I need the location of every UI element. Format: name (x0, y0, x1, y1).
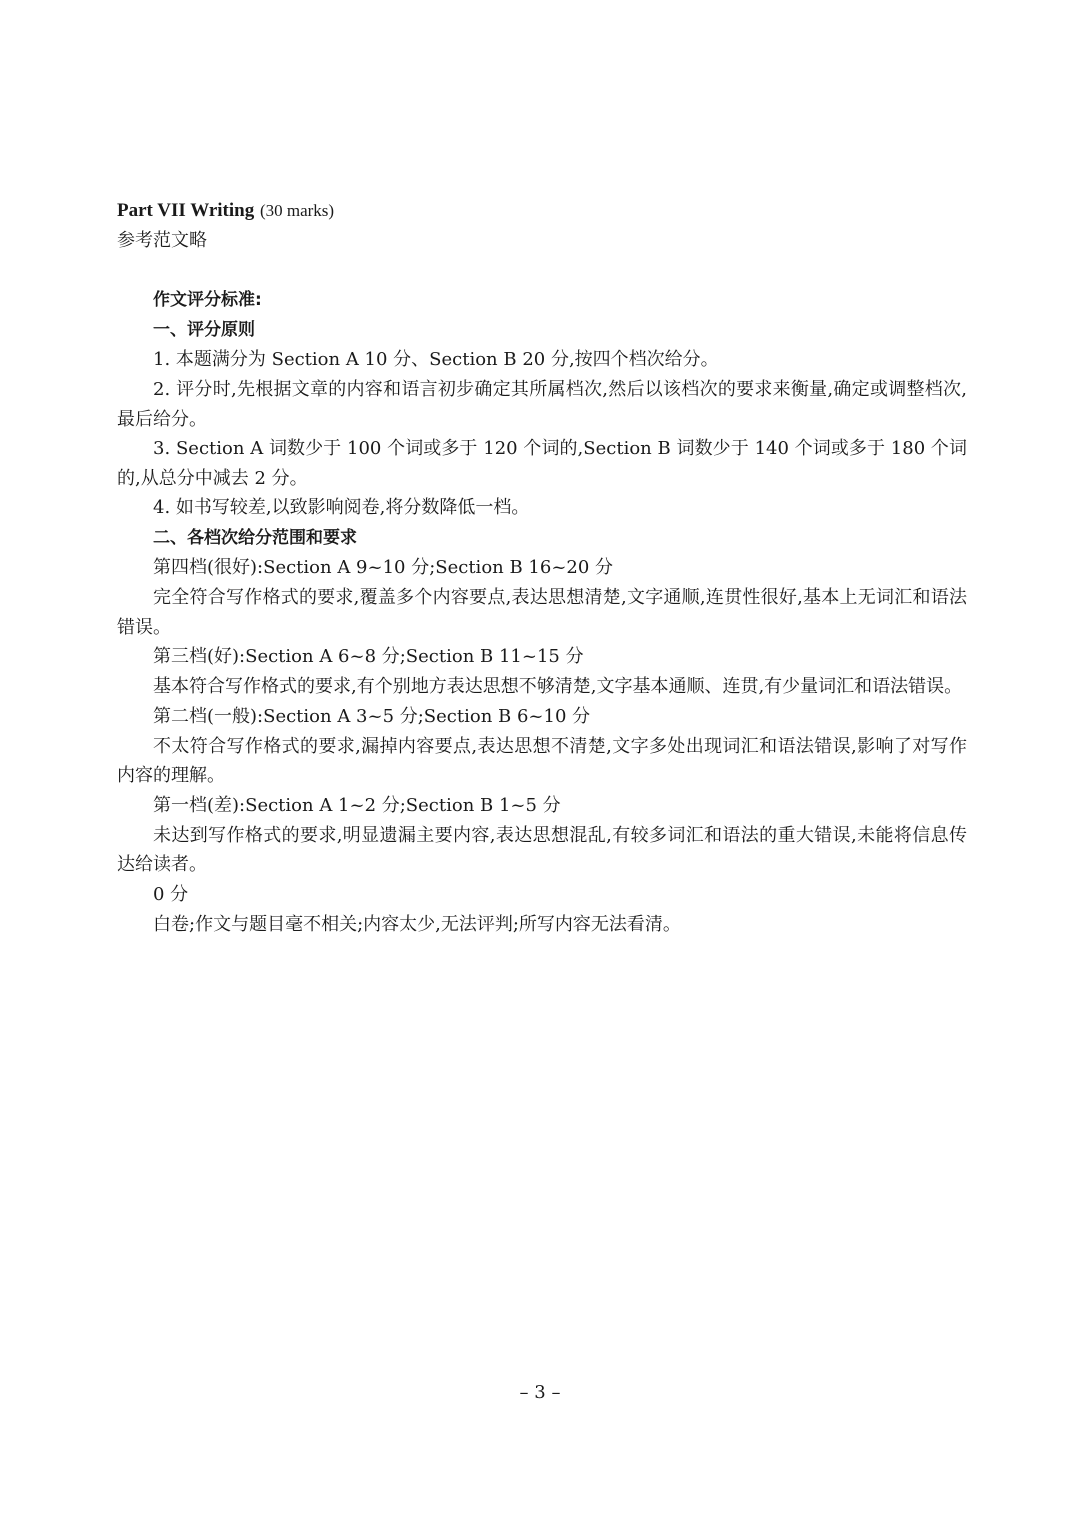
grade2-desc: 不太符合写作格式的要求,漏掉内容要点,表达思想不清楚,文字多处出现词汇和语法错误,影响了对写作内容的理解。 (117, 735, 967, 786)
grade1-title: 第一档(差):Section A 1~2 分;Section B 1~5 分 (153, 794, 561, 816)
rule-1: 1. 本题满分为 Section A 10 分、Section B 20 分,按四个档次给分。 (153, 349, 719, 370)
part-header (117, 196, 967, 256)
part-title-bold: Part VII Writing (117, 200, 255, 221)
grade0-desc: 白卷;作文与题目毫不相关;内容太少,无法评判;所写内容无法看清。 (153, 913, 681, 935)
part-title-marks: (30 marks) (259, 201, 335, 220)
page-number: – 3 – (519, 1382, 561, 1403)
grade4-title: 第四档(很好):Section A 9~10 分;Section B 16~20 分 (153, 557, 614, 578)
section2-heading: 二、各档次给分范围和要求 (153, 528, 357, 548)
criteria-heading: 作文评分标准: (153, 290, 262, 310)
grade1-desc: 未达到写作格式的要求,明显遗漏主要内容,表达思想混乱,有较多词汇和语法的重大错误,未能将信息传达给读者。 (117, 824, 967, 875)
part-title (117, 196, 967, 226)
grade4-desc: 完全符合写作格式的要求,覆盖多个内容要点,表达思想清楚,文字通顺,连贯性很好,基本上无词汇和语法错误。 (117, 587, 967, 638)
scoring-criteria (117, 285, 967, 940)
reference-note: 参考范文略 (117, 230, 207, 251)
section1-heading: 一、评分原则 (153, 320, 255, 340)
rule-2: 2. 评分时,先根据文章的内容和语言初步确定其所属档次,然后以该档次的要求来衡量,确定或调整档次,最后给分。 (117, 379, 967, 430)
grade2-title: 第二档(一般):Section A 3~5 分;Section B 6~10 分 (153, 705, 591, 727)
grade3-title: 第三档(好):Section A 6~8 分;Section B 11~15 分 (153, 646, 584, 667)
rule-4: 4. 如书写较差,以致影响阅卷,将分数降低一档。 (153, 497, 530, 518)
rule-3: 3. Section A 词数少于 100 个词或多于 120 个词的,Section B 词数少于 140 个词或多于 180 个词的,从总分中减去 2 分。 (117, 438, 967, 489)
grade0-title: 0 分 (153, 883, 189, 905)
grade3-desc: 基本符合写作格式的要求,有个别地方表达思想不够清楚,文字基本通顺、连贯,有少量词汇和语法错误。 (153, 676, 963, 697)
